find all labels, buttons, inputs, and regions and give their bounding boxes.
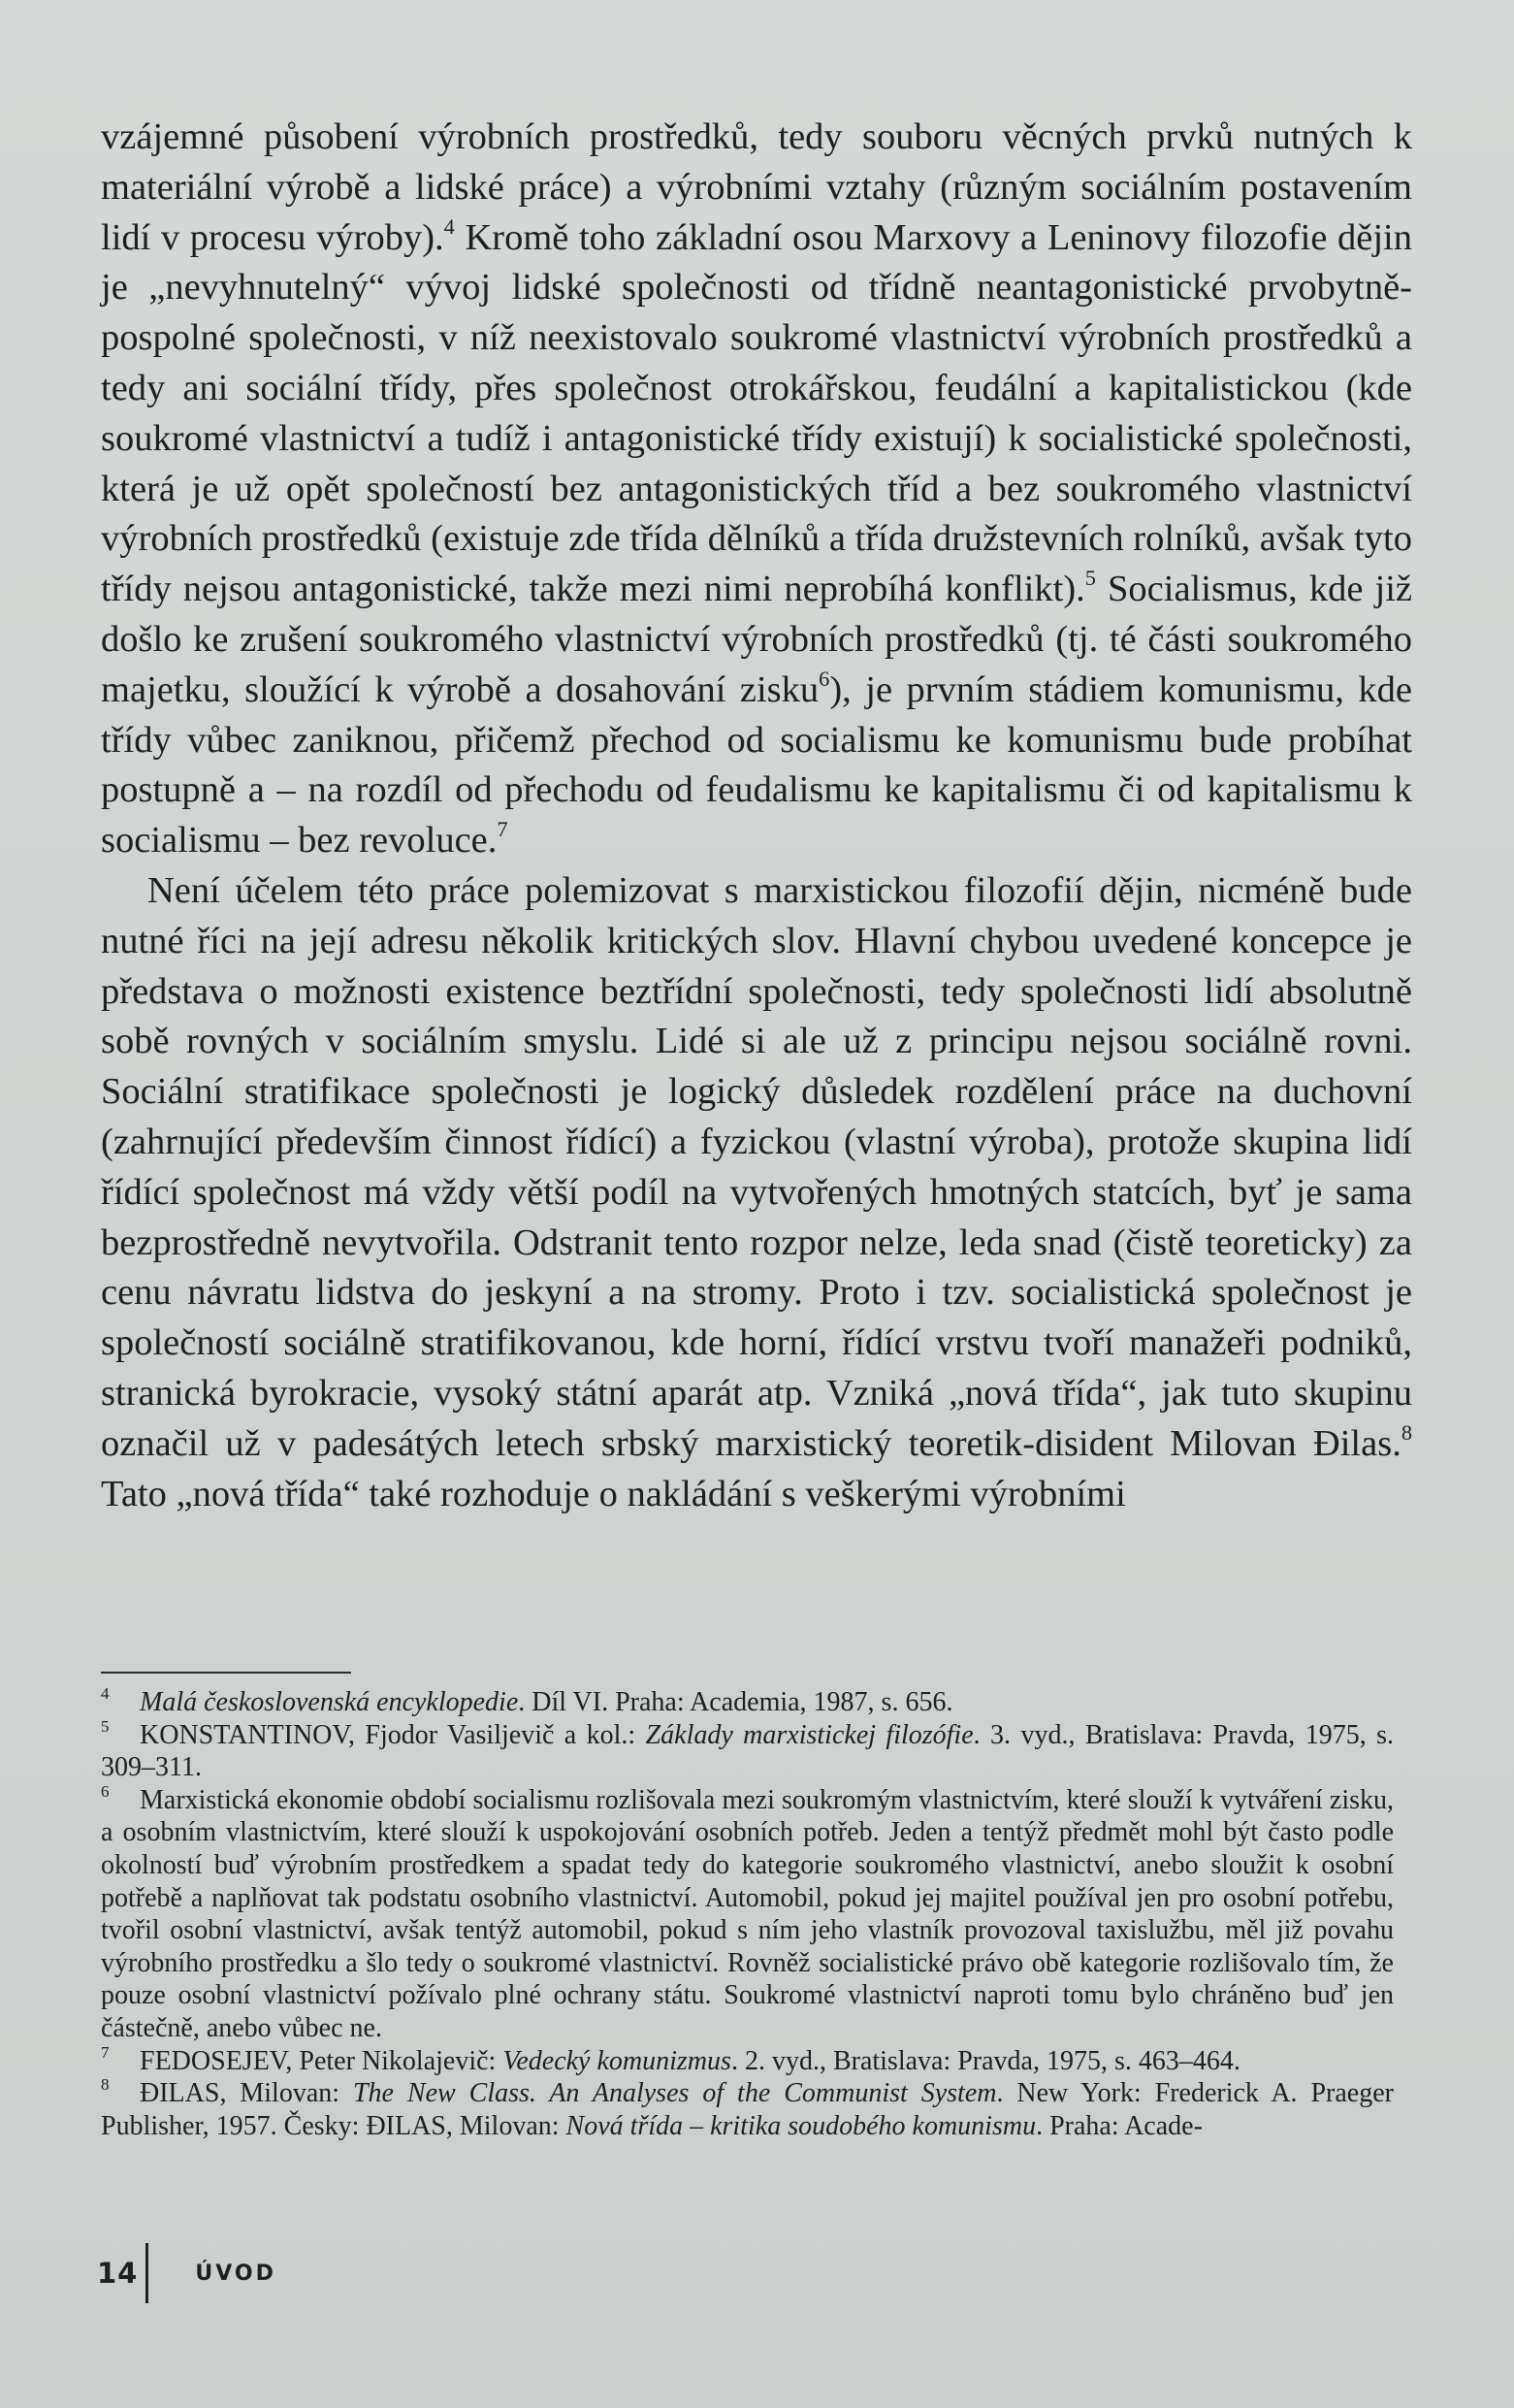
page-footer — [97, 2243, 276, 2303]
section-label: ÚVOD — [195, 2261, 276, 2286]
footnote: 8 ĐILAS, Milovan: The New Class. An Analyses of the Communist System. New York: Frederick A. Praeger Publisher, 1957. Česky: ĐILAS, Milovan: Nová třída – kritika soudobého komunismu. Praha: Acade- — [101, 2075, 1394, 2141]
text-run: . 2. vyd., Bratislava: Pravda, 1975, s. 463–464. — [730, 2045, 1240, 2076]
text-run: vzájemné působení výrobních prostředků, tedy souboru věcných prvků nutných k materiální výrobě a lidské práce) a výrobními vztahy (různým sociálním postavením lidí v procesu výroby). — [101, 116, 1412, 258]
text-run: Tato „nová třída“ také rozhoduje o nakládání s veškerými výrobními — [101, 1473, 1126, 1514]
text-run: . New York: Frederick A. Praeger Publisher, 1957. Česky: ĐILAS, Milovan: — [101, 2078, 1394, 2141]
text-run: Není účelem této práce polemizovat s marxistickou filozofií dějin, nicméně bude nutné říci na její adresu několik kritických slov. Hlavní chybou uvedené koncepce je představa o možnosti existence beztřídní společnosti, tedy společnosti lidí absolutně sobě rovných v sociálním smyslu. Lidé si ale už z principu nejsou sociálně rovni. Sociální stratifikace společnosti je logický důsledek rozdělení práce na duchovní (zahrnující především činnost řídící) a fyzickou (vlastní výroba), protože skupina lidí řídící společnost má vždy větší podíl na vytvořených hmotných statcích, byť je sama bezprostředně nevytvořila. Odstranit tento rozpor nelze, leda snad (čistě teoreticky) za cenu návratu lidstva do jeskyní a na stromy. Proto i tzv. socialistická společnost je společností sociálně stratifikovanou, kde horní, řídící vrstvu tvoří manažeři podniků, stranická byrokracie, vysoký státní aparát atp. Vzniká „nová třída“, jak tuto skupinu označil už v padesátých letech srbský marxistický teoretik-disident Milovan Đilas. — [101, 869, 1412, 1464]
italic-title: Nová třída – kritika soudobého komunismu — [565, 2110, 1037, 2141]
paragraph — [101, 866, 1412, 1519]
text-run: Kromě toho základní osou Marxovy a Leninovy filozofie dějin je „nevyhnutelný“ vývoj lidské společnosti od třídně neantagonistické prvobytně-pospolné společnosti, v níž neexistovalo soukromé vlastnictví výrobních prostředků a tedy ani sociální třídy, přes společnost otrokářskou, feudální a kapitalistickou (kde soukromé vlastnictví a tudíž i antagonistické třídy existují) k socialistické společnosti, která je už opět společností bez antagonistických tříd a bez soukromého vlastnictví výrobních prostředků (existuje zde třída dělníků a třída družstevních rolníků, avšak tyto třídy nejsou antagonistické, takže mezi nimi neprobíhá konflikt). — [101, 216, 1412, 610]
text-run: KONSTANTINOV, Fjodor Vasiljevič a kol.: — [140, 1719, 646, 1750]
footnote: 6 Marxistická ekonomie období socialismu rozlišovala mezi soukromým vlastnictvím, které slouží k vytváření zisku, a osobním vlastnictvím, které slouží k uspokojování osobních potřeb. Jeden a tentýž předmět mohl být často podle okolností buď výrobním prostředkem a spadat tedy do kategorie soukromého vlastnictví, anebo sloužit k osobní potřebě a naplňovat tak podstatu osobního vlastnictví. Automobil, pokud jej majitel používal jen pro osobní potřebu, tvořil osobní vlastnictví, avšak tentýž automobil, pokud s ním jeho vlastník provozoval taxislužbu, měl již povahu výrobního prostředku a šlo tedy o soukromé vlastnictví. Rovněž socialistické právo obě kategorie rozlišovalo tím, že pouze osobní vlastnictví požívalo plné ochrany státu. Soukromé vlastnictví naproti tomu bylo chráněno buď jen částečně, anebo vůbec ne. — [101, 1781, 1394, 2043]
footnote: 4 Malá československá encyklopedie. Díl VI. Praha: Academia, 1987, s. 656. — [101, 1684, 953, 1717]
text-run: Socialismus, kde již došlo ke zrušení soukromého vlastnictví výrobních prostředků (tj. té části soukromého majetku, sloužící k výrobě a dosahování zisku — [101, 569, 1412, 710]
footnote-reference: 5 — [1084, 566, 1096, 591]
footnote: 5 KONSTANTINOV, Fjodor Vasiljevič a kol.: Základy marxistickej filozófie. 3. vyd., Bratislava: Pravda, 1975, s. 309–311. — [101, 1716, 1394, 1783]
page-number: 14 — [97, 2257, 139, 2290]
text-run: ), je prvním stádiem komunismu, kde třídy vůbec zaniknou, přičemž přechod od socialismu ke komunismu bude probíhat postupně a – na rozdíl od přechodu od feudalismu ke kapitalismu či od kapitalismu k socialismu – bez revoluce. — [101, 668, 1412, 862]
footnote-reference: 7 — [497, 817, 508, 842]
text-run: Marxistická ekonomie období socialismu rozlišovala mezi soukromým vlastnictvím, které slouží k vytváření zisku, a osobním vlastnictvím, které slouží k uspokojování osobních potřeb. Jeden a tentýž předmět mohl být často podle okolností buď výrobním prostředkem a spadat tedy do kategorie soukromého vlastnictví, anebo sloužit k osobní potřebě a naplňovat tak podstatu osobního vlastnictví. Automobil, pokud jej majitel používal jen pro osobní potřebu, tvořil osobní vlastnictví, avšak tentýž automobil, pokud s ním jeho vlastník provozoval taxislužbu, měl již povahu výrobního prostředku a šlo tedy o soukromé vlastnictví. Rovněž socialistické právo obě kategorie rozlišovalo tím, že pouze osobní vlastnictví požívalo plné ochrany státu. Soukromé vlastnictví naproti tomu bylo chráněno buď jen částečně, anebo vůbec ne. — [101, 1784, 1394, 2043]
footnote-reference: 6 — [819, 666, 830, 691]
main-text — [101, 113, 1412, 1519]
footer-divider — [145, 2243, 148, 2303]
footnote: 7 FEDOSEJEV, Peter Nikolajevič: Vedecký komunizmus. 2. vyd., Bratislava: Pravda, 1975, s. 463–464. — [101, 2042, 1240, 2076]
text-run: . Praha: Acade- — [1036, 2110, 1203, 2141]
italic-title: Základy marxistickej filozófie — [645, 1719, 974, 1750]
text-run: ĐILAS, Milovan: — [140, 2078, 353, 2109]
italic-title: Vedecký komunizmus — [502, 2045, 731, 2076]
footnotes — [101, 1686, 1394, 2142]
footnote-separator — [101, 1672, 351, 1674]
paragraph — [101, 113, 1412, 866]
footnote-reference: 4 — [443, 213, 455, 239]
italic-title: The New Class. An Analyses of the Communist System — [352, 2078, 997, 2109]
text-run: . Díl VI. Praha: Academia, 1987, s. 656. — [518, 1687, 953, 1717]
italic-title: Malá československá encyklopedie — [140, 1687, 519, 1717]
footnote-reference: 8 — [1401, 1419, 1412, 1445]
text-run: . 3. vyd., Bratislava: Pravda, 1975, s. 309–311. — [101, 1719, 1394, 1783]
text-run: FEDOSEJEV, Peter Nikolajevič: — [140, 2045, 503, 2076]
